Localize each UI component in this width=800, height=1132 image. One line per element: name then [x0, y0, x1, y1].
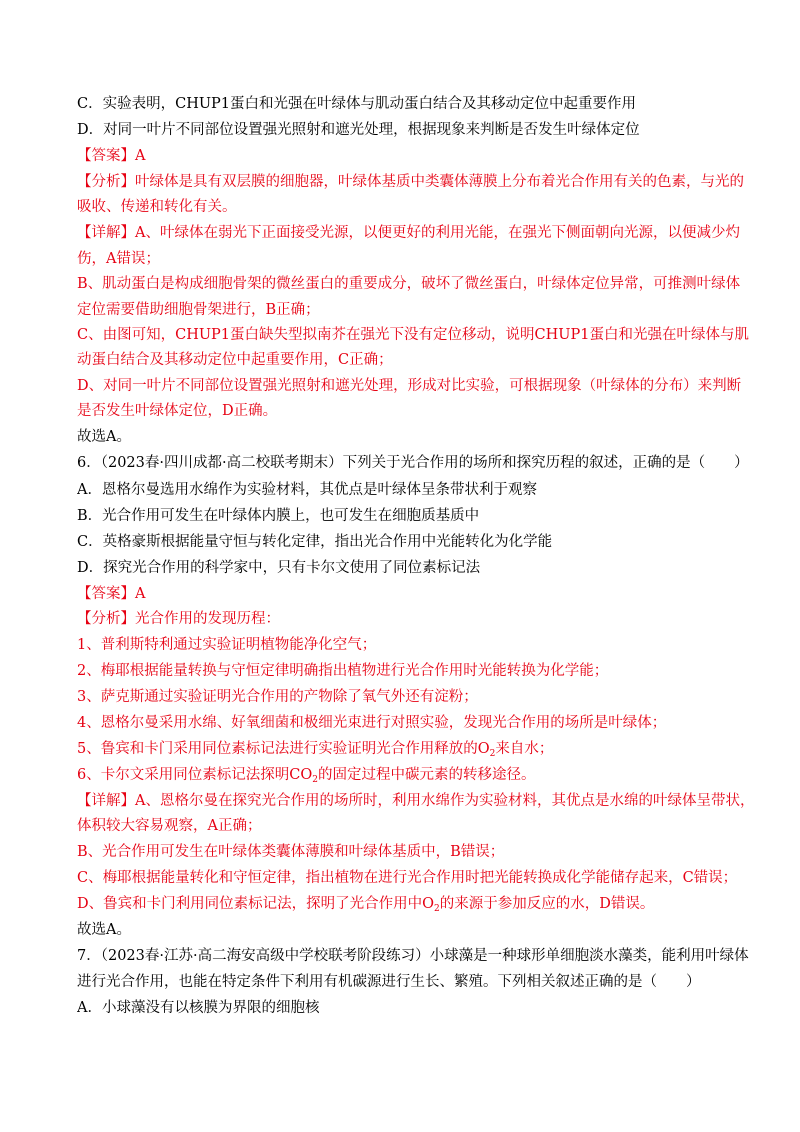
- q6-analysis-line: 4、恩格尔曼采用水绵、好氧细菌和极细光束进行对照实验，发现光合作用的场所是叶绿体；: [77, 715, 667, 731]
- q6-analysis-line: 3、萨克斯通过实验证明光合作用的产物除了氧气外还有淀粉；: [77, 689, 478, 705]
- q6-detail-line: 【详解】A、恩格尔曼在探究光合作用的场所时，利用水绵作为实验材料，其优点是水绵的叶绿体呈带状，: [77, 793, 755, 809]
- q6-detail-line: D、鲁宾和卡门利用同位素标记法，探明了光合作用中$O_2$的来源于参加反应的水，D错误。: [77, 896, 655, 914]
- q6-option-b: B．光合作用可发生在叶绿体内膜上，也可发生在细胞质基质中: [77, 508, 480, 524]
- q5-detail-line: C、由图可知，CHUP1蛋白缺失型拟南芥在强光下没有定位移动，说明CHUP1蛋白和光强在叶绿体与肌: [77, 327, 749, 343]
- q5-option-c: C．实验表明，CHUP1蛋白和光强在叶绿体与肌动蛋白结合及其移动定位中起重要作用: [77, 96, 637, 112]
- q6-analysis-line: 1、普利斯特利通过实验证明植物能净化空气；: [77, 637, 377, 653]
- q6-analysis-line: 【分析】光合作用的发现历程：: [77, 611, 280, 627]
- q5-detail-line: 定位需要借助细胞骨架进行，B正确；: [77, 302, 320, 318]
- q5-detail-line: 是否发生叶绿体定位，D正确。: [77, 403, 278, 419]
- q5-conclusion: 故选A。: [77, 429, 131, 445]
- q7-stem: 进行光合作用，也能在特定条件下利用有机碳源进行生长、繁殖。下列相关叙述正确的是（ ）: [77, 974, 701, 990]
- q5-detail-line: 动蛋白结合及其移动定位中起重要作用，C正确；: [77, 352, 393, 368]
- q6-detail-line: B、光合作用可发生在叶绿体类囊体薄膜和叶绿体基质中，B错误；: [77, 844, 505, 860]
- q6-analysis-line: 6、卡尔文采用同位素标记法探明$CO_2$的固定过程中碳元素的转移途径。: [77, 767, 536, 785]
- q5-detail-line: 伤，A错误；: [77, 251, 160, 267]
- q6-option-a: A．恩格尔曼选用水绵作为实验材料，其优点是叶绿体呈条带状利于观察: [77, 482, 537, 498]
- q6-option-c: C．英格豪斯根据能量守恒与转化定律，指出光合作用中光能转化为化学能: [77, 534, 553, 550]
- q7-stem: 7．（2023春·江苏·高二海安高级中学校联考阶段练习）小球藻是一种球形单细胞淡水藻类，能利用叶绿体: [77, 948, 749, 964]
- q6-detail-line: C、梅耶根据能量转化和守恒定律，指出植物在进行光合作用时把光能转换成化学能储存起来，C错误；: [77, 870, 738, 886]
- q5-analysis-line: 【分析】叶绿体是具有双层膜的细胞器，叶绿体基质中类囊体薄膜上分布着光合作用有关的色素，与光的: [77, 174, 744, 190]
- q6-analysis-line: 2、梅耶根据能量转换与守恒定律明确指出植物进行光合作用时光能转换为化学能；: [77, 663, 609, 679]
- q6-analysis-line: 5、鲁宾和卡门采用同位素标记法进行实验证明光合作用释放的$O_2$来自水；: [77, 741, 554, 759]
- q6-option-d: D．探究光合作用的科学家中，只有卡尔文使用了同位素标记法: [77, 560, 481, 576]
- q5-option-d: D．对同一叶片不同部位设置强光照射和遮光处理，根据现象来判断是否发生叶绿体定位: [77, 122, 640, 138]
- q6-conclusion: 故选A。: [77, 922, 131, 938]
- q5-detail-line: D、对同一叶片不同部位设置强光照射和遮光处理，形成对比实验，可根据现象（叶绿体的分布）来判断: [77, 378, 742, 394]
- q5-analysis-line: 吸收、传递和转化有关。: [77, 199, 237, 215]
- q7-option-a: A．小球藻没有以核膜为界限的细胞核: [77, 1000, 320, 1016]
- q5-answer: 【答案】A: [77, 148, 146, 164]
- q6-stem: 6．（2023春·四川成都·高二校联考期末）下列关于光合作用的场所和探究历程的叙述，正确的是（ ）: [77, 455, 749, 471]
- q6-detail-line: 体积较大容易观察，A正确；: [77, 818, 262, 834]
- q5-detail-line: 【详解】A、叶绿体在弱光下正面接受光源，以便更好的利用光能，在强光下侧面朝向光源，以便减少灼: [77, 225, 740, 241]
- q5-detail-line: B、肌动蛋白是构成细胞骨架的微丝蛋白的重要成分，破坏了微丝蛋白，叶绿体定位异常，可推测叶绿体: [77, 276, 741, 292]
- q6-answer: 【答案】A: [77, 586, 146, 602]
